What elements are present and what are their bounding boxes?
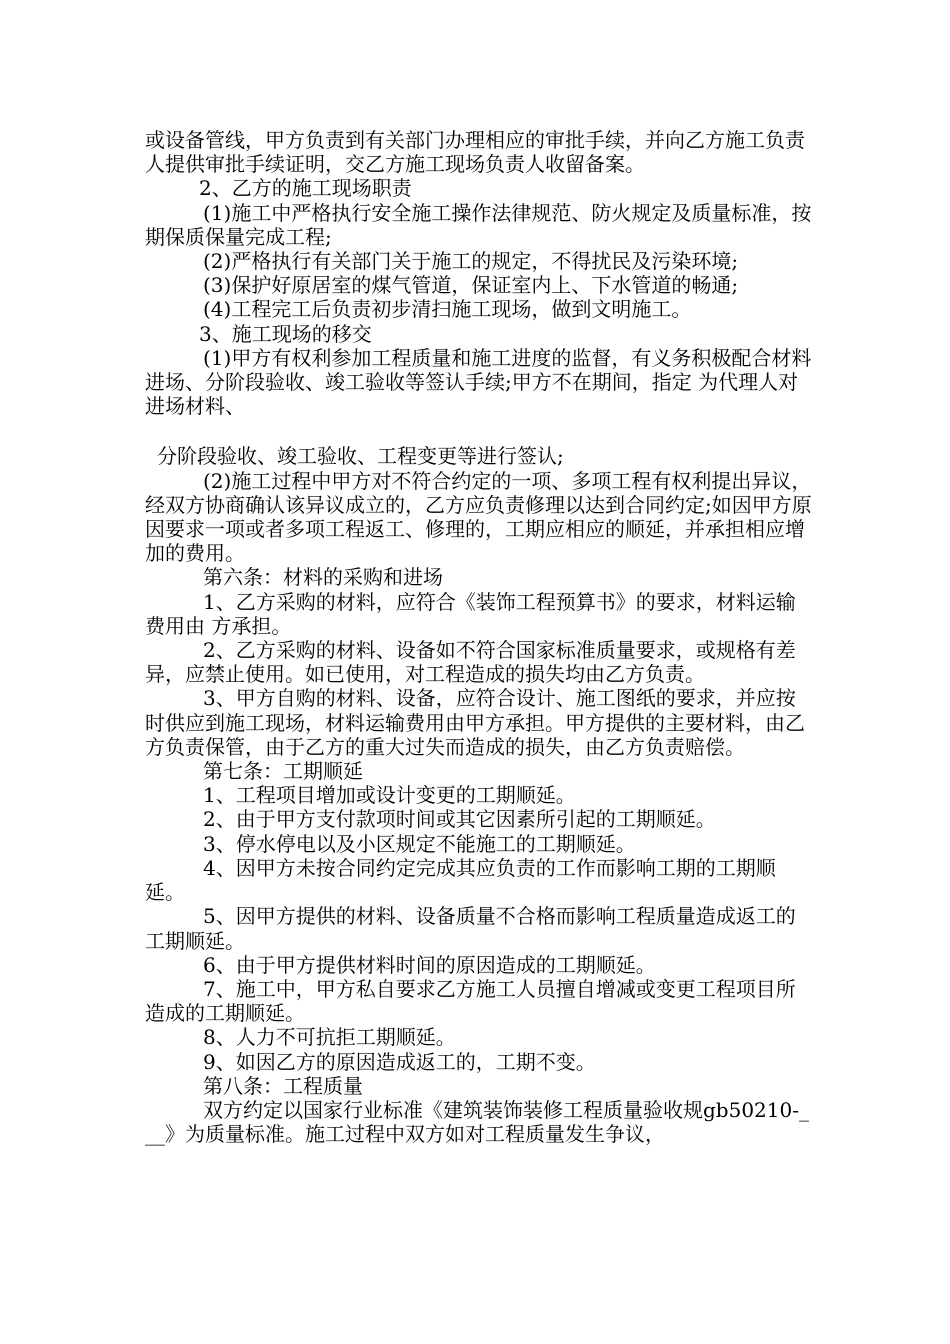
item-material-2: 2、乙方采购的材料、设备如不符合国家标准质量要求，或规格有差异，应禁止使用。如已使用，对工程造成的损失均由乙方负责。 (145, 638, 796, 687)
item-delay-4: 4、因甲方未按合同约定完成其应负责的工作而影响工期的工期顺延。 (145, 855, 776, 905)
blank-gap (145, 418, 815, 444)
document-page (145, 128, 815, 1146)
item-delay-9: 9、如因乙方的原因造成返工的，工期不变。 (203, 1049, 596, 1074)
item-pipes: (3)保护好原居室的煤气管道，保证室内上、下水管道的畅通; (203, 273, 739, 298)
paragraph-permits: 或设备管线，甲方负责到有关部门办理相应的审批手续，并向乙方施工负责人提供审批手续证明，交乙方施工现场负责人收留备案。 (145, 128, 805, 177)
item-material-1: 1、乙方采购的材料，应符合《装饰工程预算书》的要求，材料运输费用由 方承担。 (145, 589, 796, 638)
heading-article-7: 第七条：工期顺延 (203, 759, 363, 784)
item-regulations: (2)严格执行有关部门关于施工的规定，不得扰民及污染环境; (203, 249, 739, 274)
item-supervision: (1)甲方有权利参加工程质量和施工进度的监督，有义务积极配合材料进场、分阶段验收、竣工验收等签认手续;甲方不在期间，指定 为代理人对进场材料、 (145, 345, 812, 419)
item-delay-8: 8、人力不可抗拒工期顺延。 (203, 1025, 456, 1050)
item-delay-7: 7、施工中，甲方私自要求乙方施工人员擅自增减或变更工程项目所造成的工期顺延。 (145, 976, 796, 1026)
heading-handover: 3、施工现场的移交 (199, 321, 372, 346)
item-quality-standard: 双方约定以国家行业标准《建筑装饰装修工程质量验收规gb50210-___》为质量标准。施工过程中双方如对工程质量发生争议， (145, 1097, 809, 1147)
item-cleanup: (4)工程完工后负责初步清扫施工现场，做到文明施工。 (203, 297, 692, 322)
item-delay-3: 3、停水停电以及小区规定不能施工的工期顺延。 (203, 831, 636, 856)
item-delay-5: 5、因甲方提供的材料、设备质量不合格而影响工程质量造成返工的工期顺延。 (145, 904, 796, 953)
item-supervision-continued: 分阶段验收、竣工验收、工程变更等进行签认; (157, 444, 564, 469)
heading-site-duties: 2、乙方的施工现场职责 (199, 176, 412, 201)
heading-article-6: 第六条：材料的采购和进场 (203, 565, 443, 590)
item-safety: (1)施工中严格执行安全施工操作法律规范、防火规定及质量标准，按期保质保量完成工程; (145, 200, 812, 249)
item-delay-1: 1、工程项目增加或设计变更的工期顺延。 (203, 783, 576, 808)
item-delay-2: 2、由于甲方支付款项时间或其它因素所引起的工期顺延。 (203, 807, 716, 832)
item-delay-6: 6、由于甲方提供材料时间的原因造成的工期顺延。 (203, 952, 656, 977)
item-objection: (2)施工过程中甲方对不符合约定的一项、多项工程有权利提出异议，经双方协商确认该异议成立的，乙方应负责修理以达到合同约定;如因甲方原因要求一项或者多项工程返工、修理的，工期应相应的顺延，并承担相应增加的费用。 (145, 468, 812, 566)
heading-article-8: 第八条：工程质量 (203, 1073, 363, 1098)
item-material-3: 3、甲方自购的材料、设备，应符合设计、施工图纸的要求，并应按时供应到施工现场，材料运输费用由甲方承担。甲方提供的主要材料，由乙方负责保管，由于乙方的重大过失而造成的损失，由乙方负责赔偿。 (145, 686, 805, 759)
